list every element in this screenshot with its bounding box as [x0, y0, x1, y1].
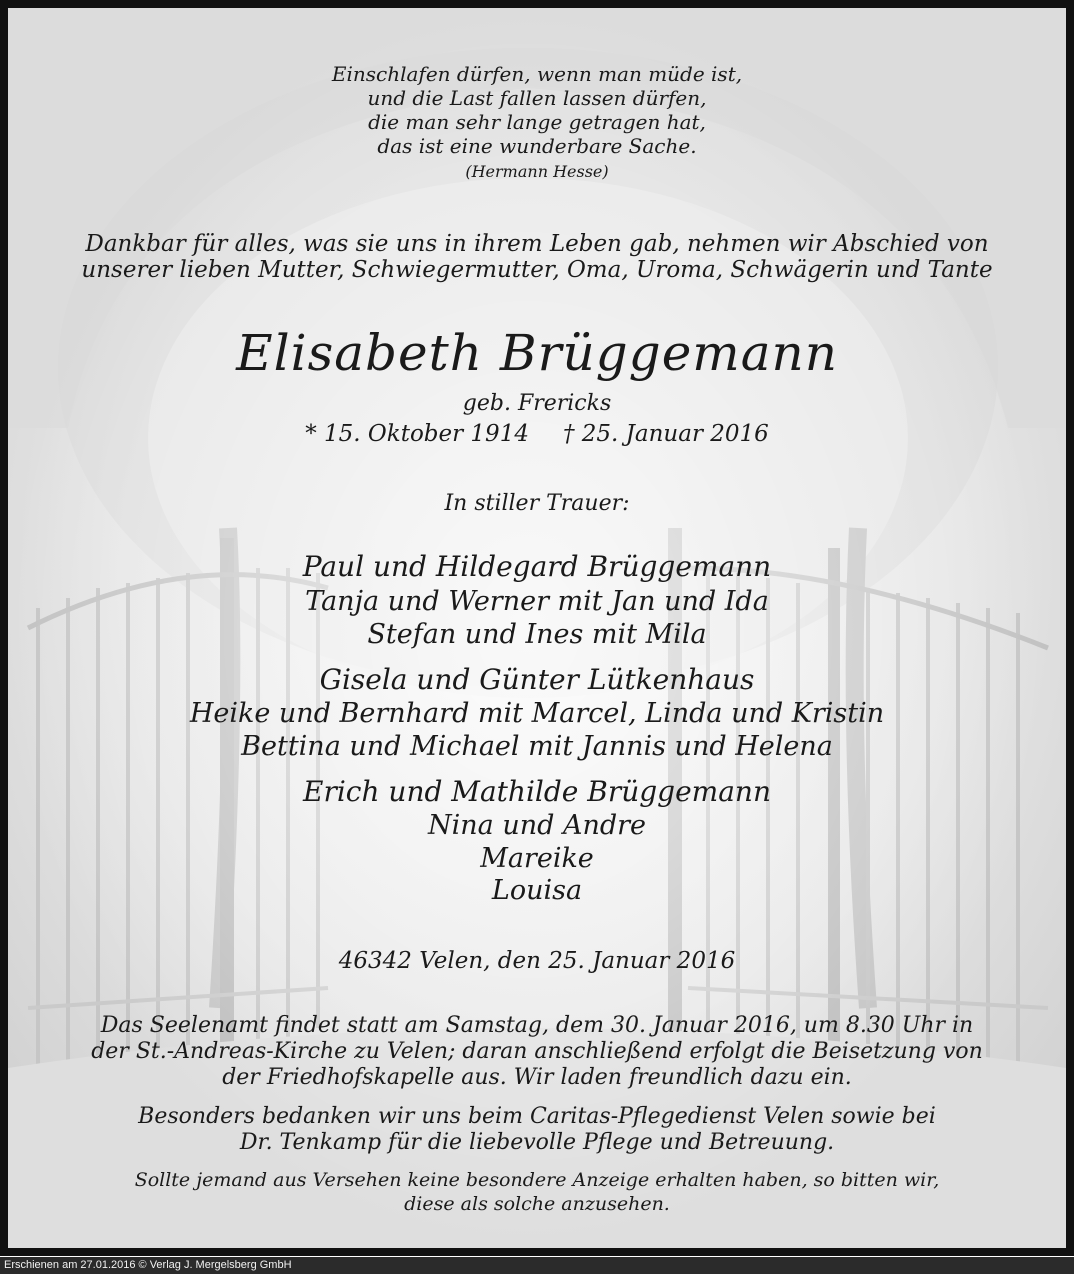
publication-footer: Erschienen am 27.01.2016 © Verlag J. Mergelsberg GmbH — [0, 1257, 1074, 1274]
death-date: † 25. Januar 2016 — [562, 421, 769, 447]
family-head: Paul und Hildegard Brüggemann — [302, 550, 772, 583]
place-date: 46342 Velen, den 25. Januar 2016 — [338, 948, 736, 974]
poem-line: die man sehr lange getragen hat, — [368, 110, 706, 134]
deceased-name: Elisabeth Brüggemann — [236, 324, 838, 382]
family-member: Stefan und Ines mit Mila — [367, 619, 707, 650]
birth-name: geb. Frericks — [462, 391, 612, 416]
poem-author: (Hermann Hesse) — [465, 162, 609, 181]
note-line: diese als solche anzusehen. — [404, 1193, 670, 1215]
life-dates — [8, 421, 1066, 447]
thanks-line: Dr. Tenkamp für die liebevolle Pflege und Betreuung. — [239, 1130, 835, 1155]
family-head: Erich und Mathilde Brüggemann — [303, 775, 771, 808]
family-member: Nina und Andre — [427, 810, 647, 841]
notice-text — [8, 8, 1066, 1248]
service-line: der Friedhofskapelle aus. Wir laden freundlich dazu ein. — [222, 1065, 852, 1090]
poem-line: das ist eine wunderbare Sache. — [377, 134, 697, 158]
service-line: der St.-Andreas-Kirche zu Velen; daran anschließend erfolgt die Beisetzung von — [91, 1039, 983, 1064]
family-member: Tanja und Werner mit Jan und Ida — [305, 586, 769, 617]
intro-line: unserer lieben Mutter, Schwiegermutter, Oma, Uroma, Schwägerin und Tante — [81, 257, 993, 283]
mourning-label: In stiller Trauer: — [444, 491, 630, 516]
poem-line: und die Last fallen lassen dürfen, — [367, 86, 707, 110]
service-line: Das Seelenamt findet statt am Samstag, dem 30. Januar 2016, um 8.30 Uhr in — [100, 1013, 974, 1038]
family-member: Mareike — [480, 843, 594, 874]
family-member: Bettina und Michael mit Jannis und Helena — [241, 731, 833, 762]
thanks-line: Besonders bedanken wir uns beim Caritas-Pflegedienst Velen sowie bei — [138, 1104, 936, 1129]
birth-date: * 15. Oktober 1914 — [305, 421, 529, 447]
poem-line: Einschlafen dürfen, wenn man müde ist, — [331, 62, 743, 86]
family-head: Gisela und Günter Lütkenhaus — [319, 663, 755, 696]
family-member: Louisa — [491, 875, 583, 906]
note-line: Sollte jemand aus Versehen keine besondere Anzeige erhalten haben, so bitten wir, — [134, 1169, 940, 1191]
intro-line: Dankbar für alles, was sie uns in ihrem Leben gab, nehmen wir Abschied von — [85, 231, 989, 257]
family-member: Heike und Bernhard mit Marcel, Linda und Kristin — [189, 698, 885, 729]
